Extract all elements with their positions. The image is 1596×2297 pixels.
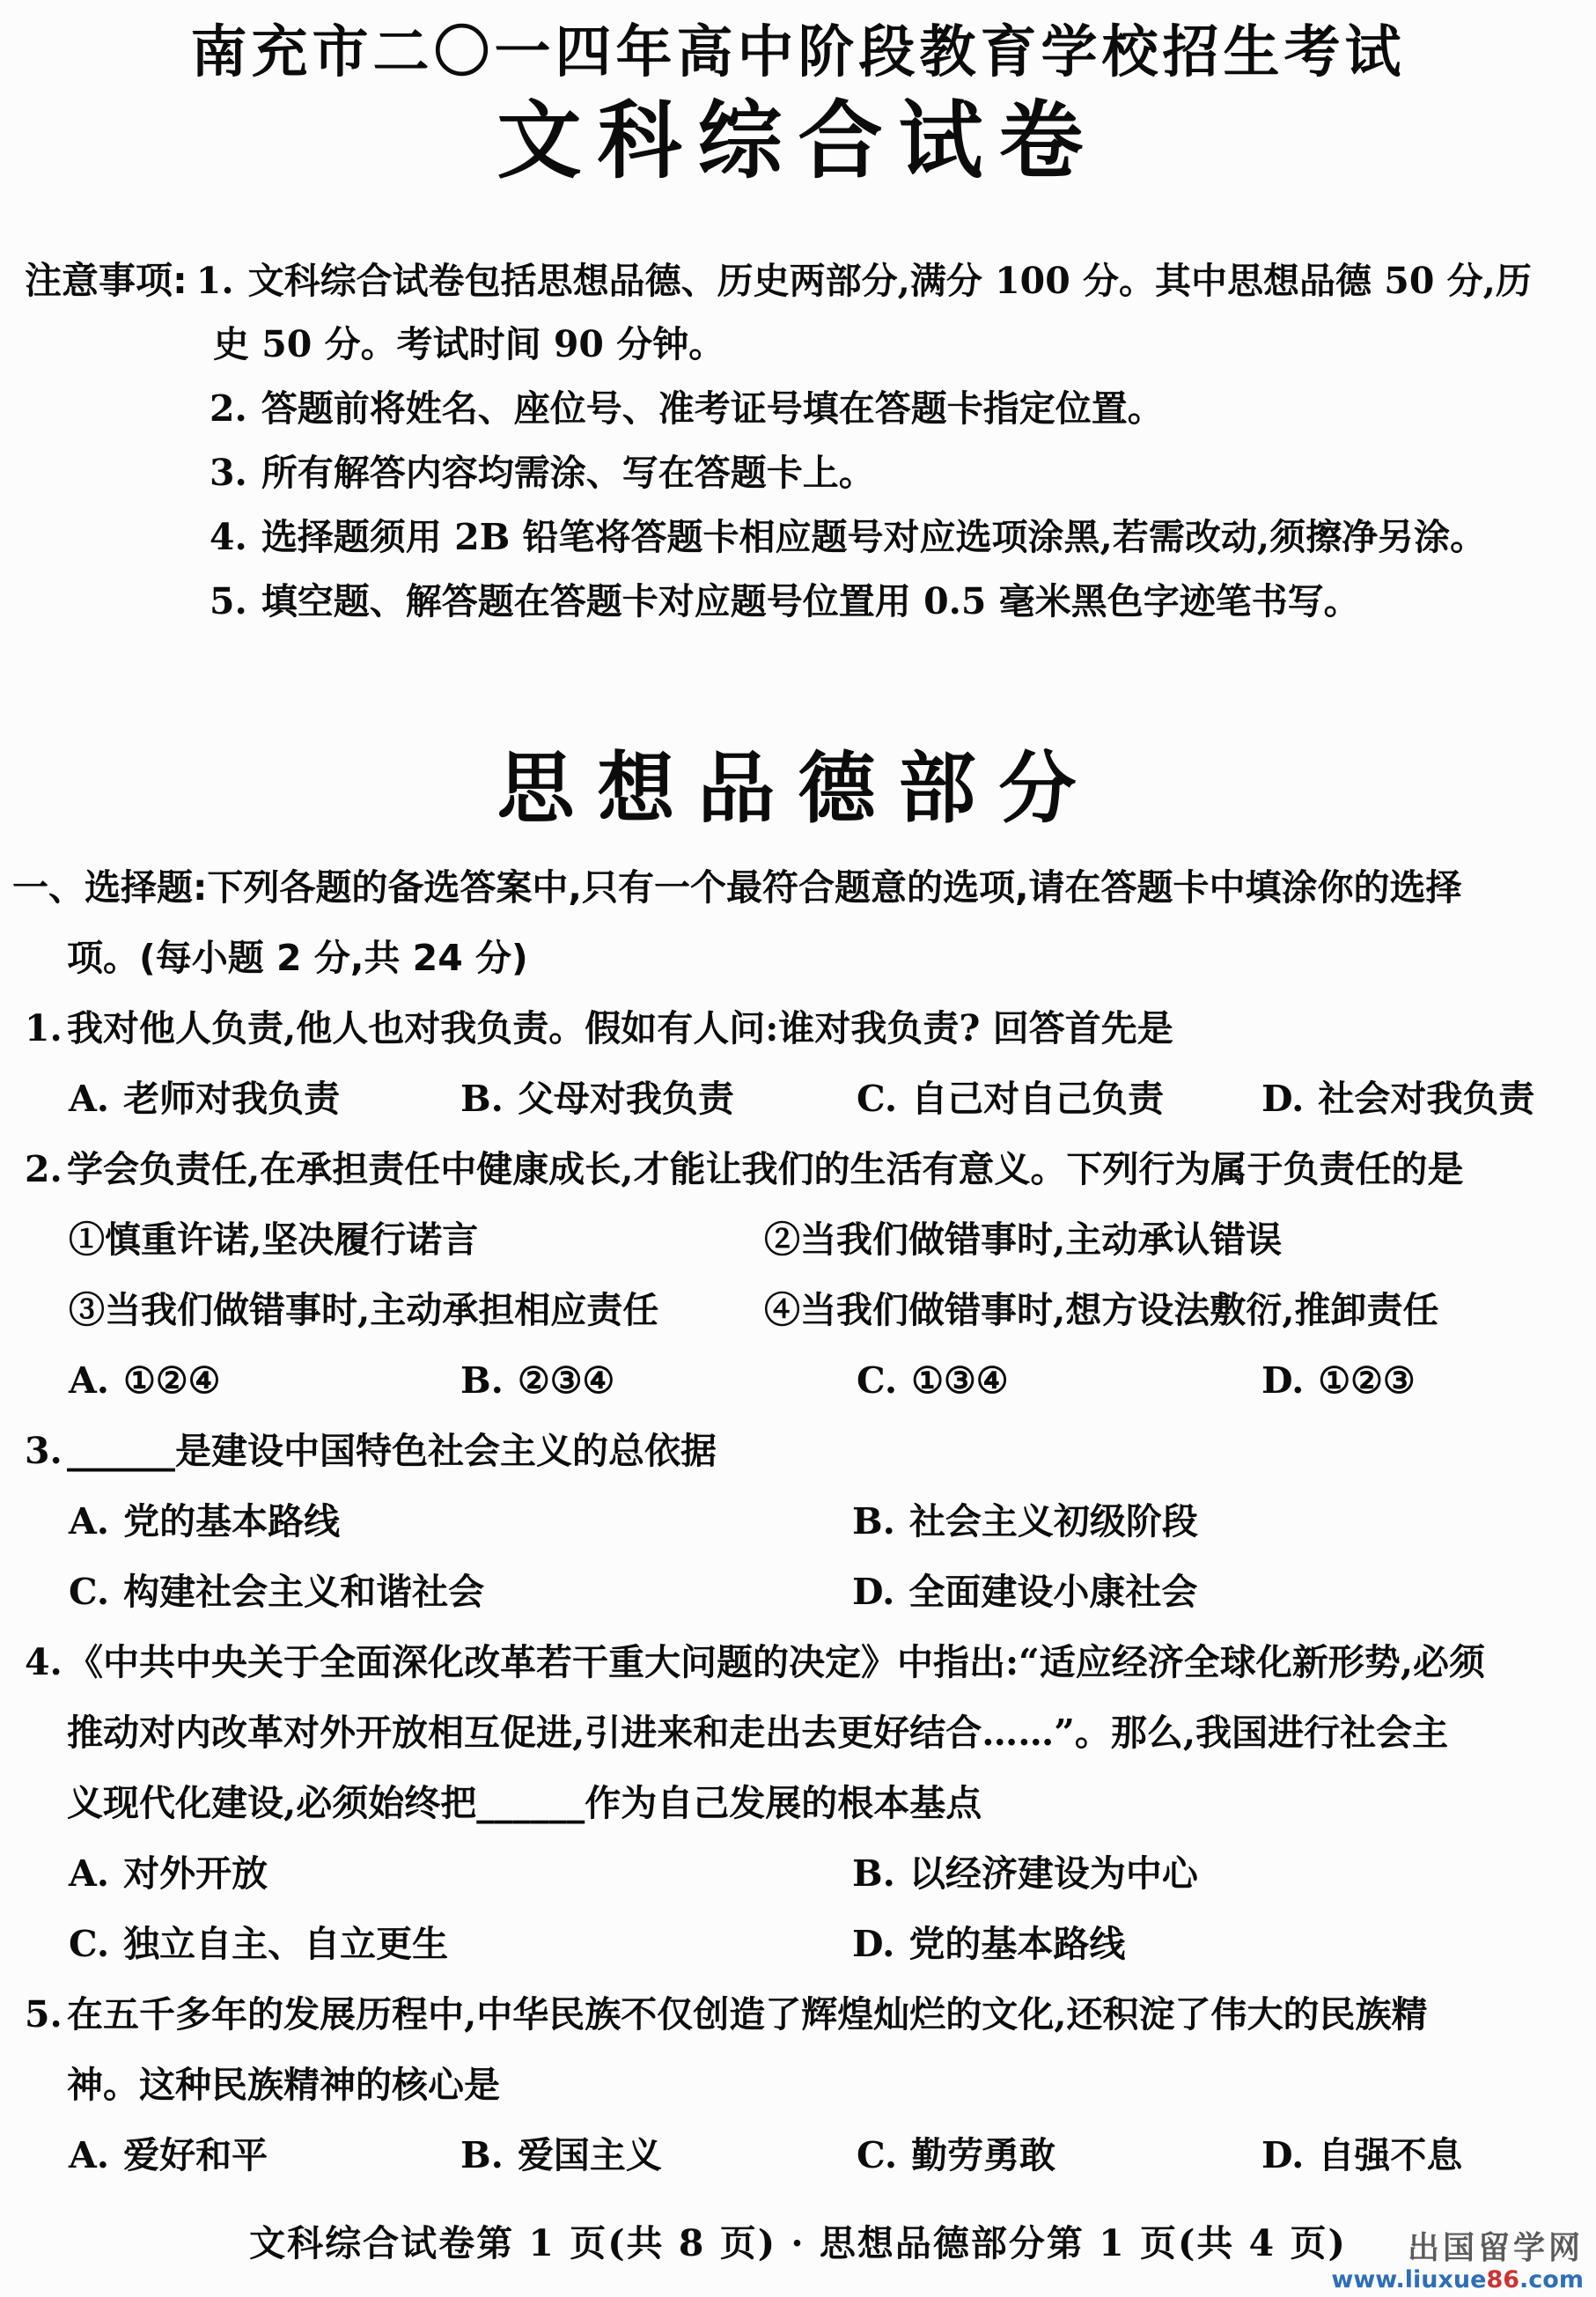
option-c-label: C. [857,1359,898,1402]
watermark-url-suffix: .com [1519,2265,1584,2293]
notice-5-number: 5. [210,580,247,622]
question-3-option-b [852,1486,1585,1557]
question-2-subitems-row-1 [25,1204,1585,1275]
question-3-option-c [69,1557,852,1627]
option-c-label: C. [69,1923,110,1965]
option-d-text: ①②③ [1318,1359,1416,1402]
option-c-label: C. [857,1078,898,1120]
question-1-text: 我对他人负责,他人也对我负责。假如有人问:谁对我负责? 回答首先是 [67,1007,1173,1049]
exam-title: 南充市二〇一四年高中阶段教育学校招生考试 [190,20,1406,85]
option-c-text: 独立自主、自立更生 [123,1923,449,1965]
notices-label: 注意事项: [25,259,188,302]
notice-3-text: 所有解答内容均需涂、写在答题卡上。 [261,452,875,494]
question-2-subitems-row-2 [25,1275,1585,1345]
notice-item-2 [25,377,1582,441]
notice-item-1 [25,248,1582,313]
option-a-text: 对外开放 [123,1852,268,1895]
watermark-url-prefix: www.liuxue [1331,2265,1487,2293]
option-a-text: ①②④ [123,1359,221,1402]
watermark-url-number: 86 [1486,2265,1520,2293]
notice-4-number: 4. [210,516,247,558]
question-4-text-line-1: 《中共中央关于全面深化改革若干重大问题的决定》中指出:“适应经济全球化新形势,必须 [67,1641,1485,1683]
section-title: 思想品德部分 [496,743,1100,834]
option-a-label: A. [69,2134,110,2176]
question-2-number: 2. [25,1148,63,1190]
option-c-text: 构建社会主义和谐社会 [123,1571,485,1613]
paper-title: 文科综合试卷 [496,92,1100,190]
question-5-option-c [857,2120,1261,2190]
question-2-option-a [69,1345,460,1416]
questions-block [25,993,1585,2190]
option-c-label: C. [69,1571,110,1613]
question-5-stem [25,1979,1585,2050]
question-2-options [25,1345,1585,1416]
notice-item-4 [25,505,1582,570]
question-3-option-d [852,1557,1585,1627]
question-2-option-d [1261,1345,1585,1416]
option-d-text: 全面建设小康社会 [908,1571,1198,1613]
notice-item-5 [25,570,1582,634]
notice-item-3 [25,441,1582,505]
question-1-option-d [1261,1064,1585,1134]
option-c-text: ①③④ [911,1359,1009,1402]
question-3-stem [25,1416,1585,1486]
option-c-label: C. [857,2134,898,2176]
option-d-text: 社会对我负责 [1318,1078,1535,1120]
notice-5-text: 填空题、解答题在答题卡对应题号位置用 0.5 毫米黑色字迹笔书写。 [261,580,1360,622]
question-5-option-a [69,2120,460,2190]
question-3-text: ______是建设中国特色社会主义的总依据 [67,1430,717,1472]
question-5-number: 5. [25,1993,63,2036]
watermark [1331,2230,1584,2293]
selection-instruction [12,852,1587,993]
option-c-text: 勤劳勇敢 [911,2134,1056,2176]
option-a-text: 爱好和平 [123,2134,268,2176]
question-5-text-line-2: 神。这种民族精神的核心是 [67,2064,500,2106]
question-2-stem [25,1134,1585,1204]
notice-2-number: 2. [210,387,247,430]
notice-2-text: 答题前将姓名、座位号、准考证号填在答题卡指定位置。 [261,387,1164,430]
option-b-label: B. [460,1359,504,1402]
question-3-option-a [69,1486,852,1557]
option-a-text: 老师对我负责 [123,1078,341,1120]
question-1-option-a [69,1064,460,1134]
option-a-label: A. [69,1500,110,1542]
question-3-options-row-1 [25,1486,1585,1557]
option-a-label: A. [69,1359,110,1402]
question-2-subitem-4: ④当我们做错事时,想方设法敷衍,推卸责任 [764,1289,1439,1331]
question-3-options-row-2 [25,1557,1585,1627]
question-5-option-b [460,2120,857,2190]
question-2-option-b [460,1345,857,1416]
question-4-option-d [852,1909,1585,1979]
notice-1-number: 1. [195,260,234,302]
question-4-number: 4. [25,1641,63,1683]
notice-item-1-continued: 史 50 分。考试时间 90 分钟。 [213,323,725,365]
page-footer: 文科综合试卷第 1 页(共 8 页) · 思想品德部分第 1 页(共 4 页) [249,2222,1347,2264]
question-4-option-c [69,1909,852,1979]
option-d-label: D. [1261,1078,1305,1120]
option-d-label: D. [852,1923,895,1965]
option-d-label: D. [852,1571,895,1613]
option-d-text: 党的基本路线 [908,1923,1126,1965]
question-4-text-line-2: 推动对内改革对外开放相互促进,引进来和走出去更好结合……”。那么,我国进行社会主 [67,1712,1449,1754]
notice-3-number: 3. [210,452,247,494]
watermark-site-name: 出国留学网 [1407,2229,1584,2266]
question-4-options-row-1 [25,1838,1585,1909]
question-2-subitem-2: ②当我们做错事时,主动承认错误 [764,1218,1283,1261]
question-1-stem [25,993,1585,1064]
question-1-options [25,1064,1585,1134]
question-4-stem [25,1627,1585,1697]
option-b-text: 父母对我负责 [517,1078,734,1120]
option-d-label: D. [1261,1359,1305,1402]
question-5-options [25,2120,1585,2190]
question-2-text: 学会负责任,在承担责任中健康成长,才能让我们的生活有意义。下列行为属于负责任的是 [67,1148,1464,1190]
question-4-text-line-3: 义现代化建设,必须始终把______作为自己发展的根本基点 [67,1782,982,1824]
instruction-line-2: 项。(每小题 2 分,共 24 分) [67,937,528,979]
question-2-option-c [857,1345,1261,1416]
question-1-option-b [460,1064,857,1134]
notices-block [25,248,1582,634]
option-b-text: 以经济建设为中心 [908,1852,1198,1895]
option-b-label: B. [852,1500,895,1542]
question-2-subitem-1: ①慎重许诺,坚决履行诺言 [69,1218,479,1261]
option-b-text: ②③④ [517,1359,615,1402]
watermark-url [1331,2266,1584,2293]
option-b-label: B. [852,1852,895,1895]
notice-1-text: 文科综合试卷包括思想品德、历史两部分,满分 100 分。其中思想品德 50 分,历 [247,260,1532,302]
notice-4-text: 选择题须用 2B 铅笔将答题卡相应题号对应选项涂黑,若需改动,须擦净另涂。 [261,516,1487,558]
option-b-text: 社会主义初级阶段 [908,1500,1198,1542]
option-d-label: D. [1261,2134,1305,2176]
question-3-number: 3. [25,1430,63,1472]
option-c-text: 自己对自己负责 [911,1078,1165,1120]
option-a-label: A. [69,1078,110,1120]
question-5-text-line-1: 在五千多年的发展历程中,中华民族不仅创造了辉煌灿烂的文化,还积淀了伟大的民族精 [67,1993,1428,2036]
instruction-line-1: 一、选择题:下列各题的备选答案中,只有一个最符合题意的选项,请在答题卡中填涂你的选择 [12,866,1462,909]
option-a-label: A. [69,1852,110,1895]
question-4-options-row-2 [25,1909,1585,1979]
question-1-option-c [857,1064,1261,1134]
option-b-label: B. [460,2134,504,2176]
option-b-text: 爱国主义 [517,2134,662,2176]
question-1-number: 1. [25,1007,63,1049]
question-2-subitem-3: ③当我们做错事时,主动承担相应责任 [69,1289,659,1331]
option-a-text: 党的基本路线 [123,1500,341,1542]
question-4-option-a [69,1838,852,1909]
option-b-label: B. [460,1078,504,1120]
question-5-option-d [1261,2120,1585,2190]
option-d-text: 自强不息 [1318,2134,1463,2176]
question-4-option-b [852,1838,1585,1909]
